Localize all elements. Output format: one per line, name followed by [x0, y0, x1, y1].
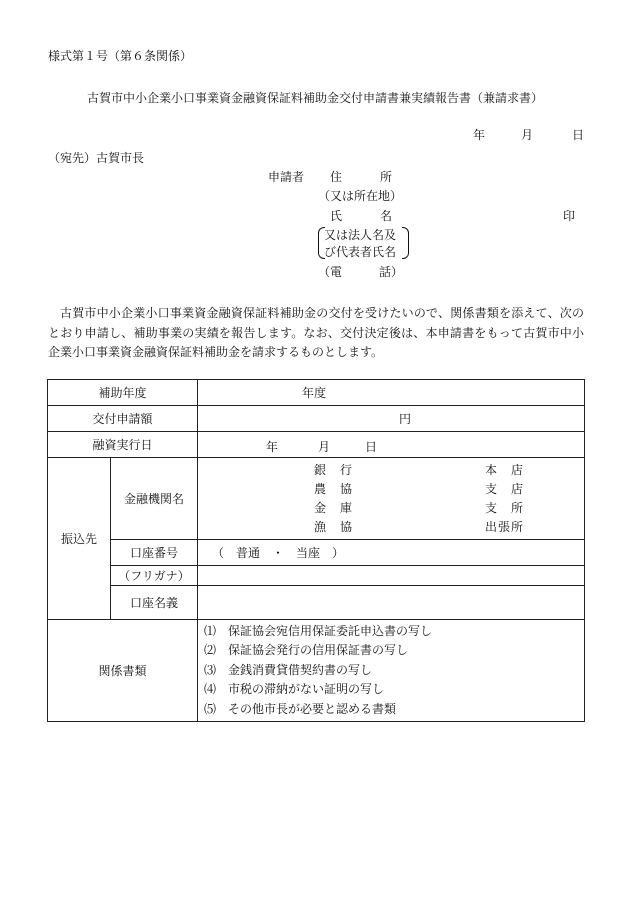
account-name-label: 口座名義: [111, 586, 198, 620]
branch-type-head[interactable]: 本 店: [485, 463, 525, 477]
account-name-row: [48, 586, 585, 620]
corp-name-line2: び代表者氏名: [324, 245, 397, 259]
bank-name-label: 金融機関名: [111, 458, 198, 540]
amount-unit: 円: [399, 412, 412, 426]
bank-type-bank[interactable]: 銀 行: [314, 463, 354, 477]
date-day-label: 日: [572, 128, 585, 142]
seal-mark: 印: [563, 209, 576, 223]
amount-label: 交付申請額: [48, 406, 198, 432]
fiscal-year-field[interactable]: [198, 380, 585, 406]
phone-label-close: 話）: [379, 265, 404, 279]
loan-date-day: 日: [365, 439, 378, 454]
account-type-options[interactable]: （ 普通 ・ 当座 ）: [212, 546, 345, 560]
fiscal-year-row: [48, 380, 585, 406]
account-number-row: [48, 540, 585, 566]
bank-row: [48, 458, 585, 540]
loan-date-label: 融資実行日: [48, 432, 198, 458]
document-item: ⑸ その他市長が必要と認める書類: [204, 701, 397, 716]
amount-field[interactable]: [198, 406, 585, 432]
document-title: 古賀市中小企業小口事業資金融資保証料補助金交付申請書兼実績報告書（兼請求書）: [86, 91, 543, 105]
bank-type-credit[interactable]: 金 庫: [314, 501, 354, 515]
addressee: （宛先）古賀市長: [48, 151, 145, 165]
documents-row: [48, 620, 585, 722]
account-number-field[interactable]: [198, 540, 585, 566]
application-statement: 古賀市中小企業小口事業資金融資保証料補助金の交付を受けたいので、関係書類を添えて、次のとおり申請し、補助事業の実績を報告します。なお、交付決定後は、本申請書をもって古賀市中小企業小口事業資金融資保証料補助金を請求するものとします。: [48, 306, 584, 359]
document-item: ⑷ 市税の滞納がない証明の写し: [204, 682, 385, 697]
address-label-b: 所: [380, 170, 393, 184]
bank-name-field[interactable]: [198, 458, 585, 540]
date-year-label: 年: [473, 128, 486, 142]
document-item: ⑵ 保証協会発行の信用保証書の写し: [204, 643, 409, 658]
name-label-b: 名: [380, 209, 393, 223]
furigana-field[interactable]: [198, 566, 585, 586]
amount-row: [48, 406, 585, 432]
name-label-a: 氏: [330, 209, 343, 223]
bank-type-agri[interactable]: 農 協: [314, 482, 354, 496]
corp-bracket-right: [402, 227, 409, 259]
fiscal-year-suffix: 年度: [302, 386, 327, 400]
transfer-label: 振込先: [48, 458, 111, 620]
bank-type-fishery[interactable]: 漁 協: [314, 520, 354, 534]
fiscal-year-label: 補助年度: [48, 380, 198, 406]
loan-date-row: [48, 432, 585, 458]
account-number-label: 口座番号: [111, 540, 198, 566]
furigana-row: [48, 566, 585, 586]
address-label-a: 住: [330, 170, 343, 184]
documents-label: 関係書類: [48, 620, 198, 722]
application-form-table: [47, 379, 585, 722]
applicant-label: 申請者: [268, 170, 305, 184]
furigana-label: （フリガナ）: [111, 566, 198, 586]
document-item: ⑶ 金銭消費貸借契約書の写し: [204, 662, 373, 677]
date-month-label: 月: [521, 128, 534, 142]
documents-list: [198, 620, 585, 722]
branch-type-office[interactable]: 出張所: [485, 520, 525, 534]
branch-type-branch[interactable]: 支 店: [485, 482, 525, 496]
document-item: ⑴ 保証協会宛信用保証委託申込書の写し: [204, 624, 433, 638]
corp-name-line1: 又は法人名及: [324, 228, 397, 242]
loan-date-year: 年: [266, 439, 279, 454]
account-name-field[interactable]: [198, 586, 585, 620]
branch-type-sub[interactable]: 支 所: [485, 501, 525, 515]
form-number: 様式第１号（第６条関係）: [48, 49, 193, 63]
loan-date-month: 月: [318, 439, 331, 454]
address-note: （又は所在地）: [318, 189, 403, 203]
phone-label-open: （電: [318, 265, 343, 279]
loan-date-field[interactable]: [198, 432, 585, 458]
